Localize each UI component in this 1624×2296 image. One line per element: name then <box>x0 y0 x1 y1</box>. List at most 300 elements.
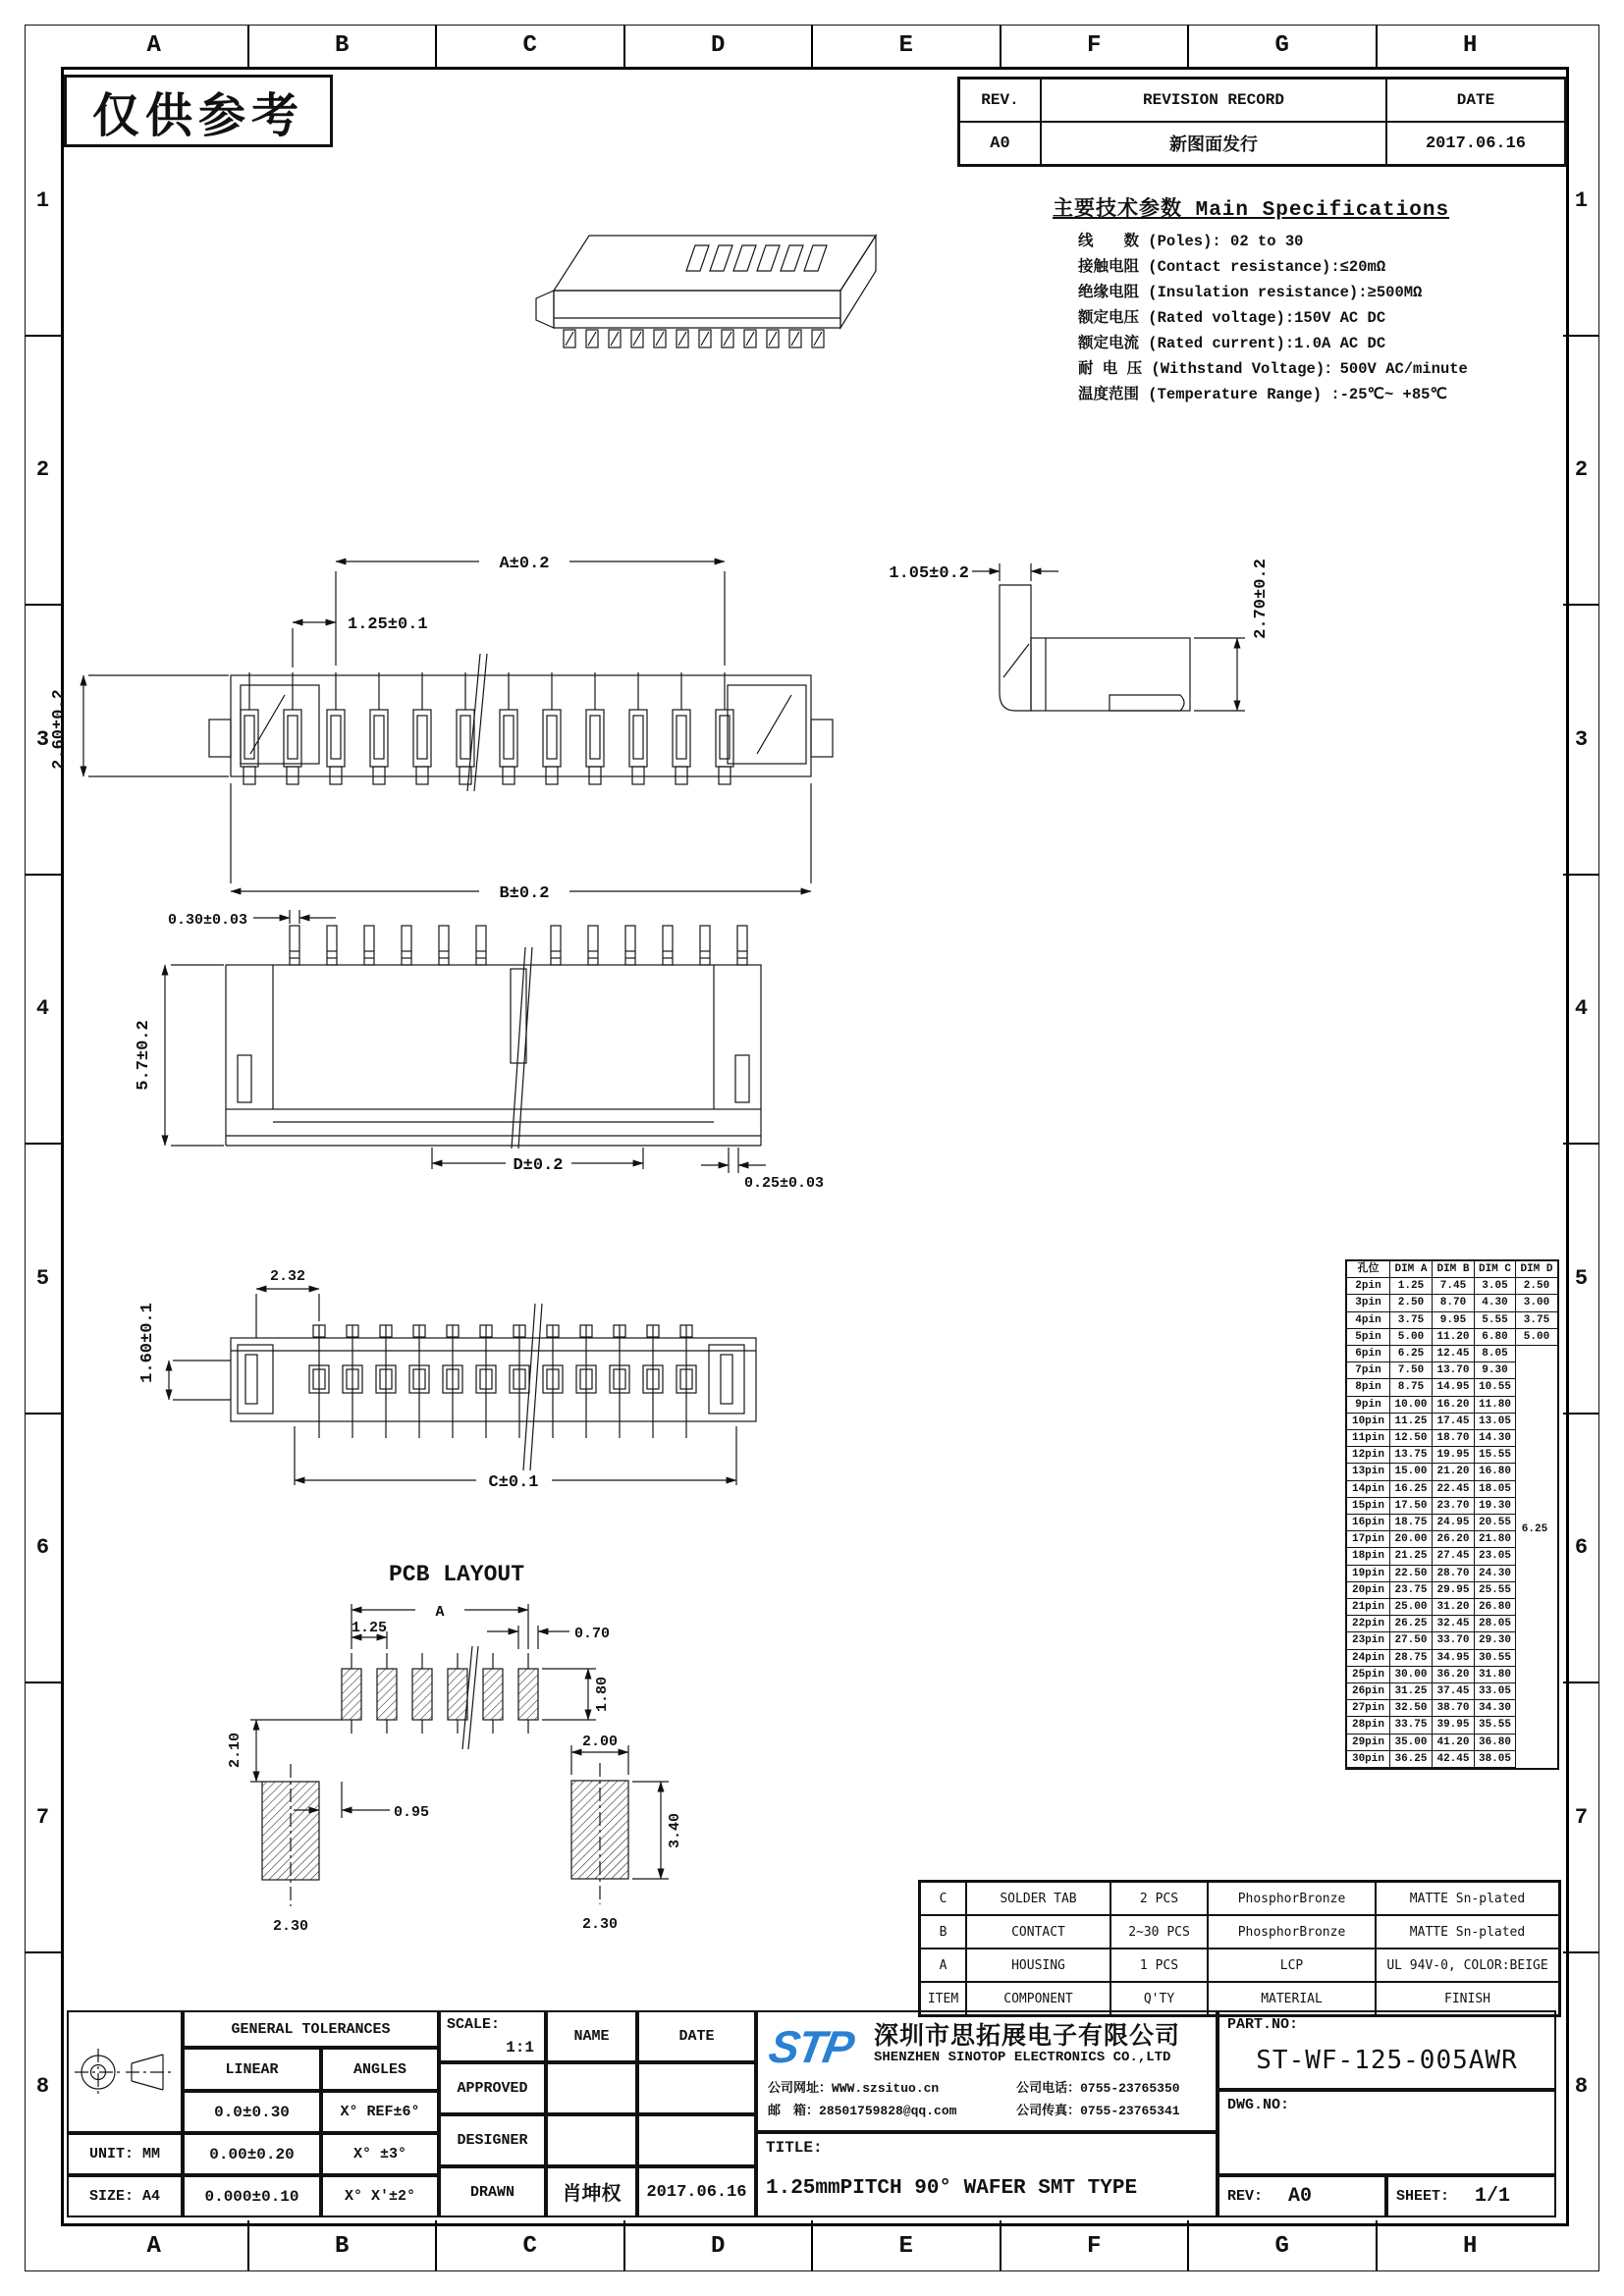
dim-b-cell: 33.70 <box>1433 1632 1475 1649</box>
company-block <box>756 2010 1218 2132</box>
dim-height-label: 2.70±0.2 <box>1252 559 1271 639</box>
pin-count-cell: 21pin <box>1347 1599 1390 1616</box>
designer-label: DESIGNER <box>439 2114 546 2166</box>
pin-count-cell: 20pin <box>1347 1582 1390 1599</box>
dim-d-cell <box>1516 1397 1557 1414</box>
projection-symbol-cell <box>67 2010 183 2133</box>
dim-b-cell: 38.70 <box>1433 1700 1475 1717</box>
dim-d-cell <box>1516 1751 1557 1768</box>
dim-b-cell: 39.95 <box>1433 1717 1475 1734</box>
pin-count-cell: 24pin <box>1347 1650 1390 1667</box>
grid-letter: C <box>435 2220 623 2271</box>
grid-letter: G <box>1187 2220 1376 2271</box>
component-table <box>918 1880 1561 2017</box>
dim-b-cell: 7.45 <box>1433 1278 1475 1295</box>
front-pins <box>241 672 733 784</box>
dim-a-cell: 26.25 <box>1390 1616 1433 1632</box>
dim-table-row <box>1347 1329 1557 1346</box>
dim-c-cell: 13.05 <box>1475 1414 1516 1430</box>
dim-d-cell <box>1516 1616 1557 1632</box>
fax-label: 公司传真： <box>1016 2104 1081 2118</box>
grid-letter: E <box>811 25 1000 67</box>
grid-band-left <box>25 67 61 2220</box>
phone-value: 0755-23765350 <box>1080 2081 1180 2096</box>
drawn-label: DRAWN <box>439 2166 546 2217</box>
grid-number: 7 <box>25 1682 61 1951</box>
dim-c-cell: 35.55 <box>1475 1717 1516 1734</box>
grid-letter: H <box>1376 2220 1564 2271</box>
sheet-block <box>1386 2175 1556 2217</box>
dim-c-cell: 16.80 <box>1475 1464 1516 1480</box>
rev-label: REV: <box>1227 2188 1264 2205</box>
dim-table-row <box>1347 1548 1557 1565</box>
pin-count-cell: 8pin <box>1347 1379 1390 1396</box>
angles-header: ANGLES <box>321 2048 439 2091</box>
pin-count-cell: 12pin <box>1347 1447 1390 1464</box>
qty-cell: 2 PCS <box>1110 1882 1208 1915</box>
dim-b-cell: 16.20 <box>1433 1397 1475 1414</box>
dim-d-cell <box>1516 1362 1557 1379</box>
dim-height-label: 2.60±0.2 <box>50 689 69 770</box>
dim-table-row <box>1347 1414 1557 1430</box>
dim-table-header-row <box>1347 1261 1557 1278</box>
linear-tolerance-2: 0.00±0.20 <box>183 2133 321 2175</box>
general-tolerances-header: GENERAL TOLERANCES <box>183 2010 439 2048</box>
dim-a-cell: 13.75 <box>1390 1447 1433 1464</box>
drawn-date: 2017.06.16 <box>637 2166 756 2217</box>
company-website <box>768 2077 1016 2096</box>
dim-b-cell: 22.45 <box>1433 1481 1475 1498</box>
dim-table-row <box>1347 1632 1557 1649</box>
dim-d-cell <box>1516 1683 1557 1700</box>
pcb-pads-top <box>342 1653 538 1734</box>
iso-pins <box>564 330 824 347</box>
dim-a-cell: 3.75 <box>1390 1312 1433 1329</box>
dim-d-label: D±0.2 <box>513 1156 564 1175</box>
dim-c-cell: 26.80 <box>1475 1599 1516 1616</box>
dim-a-cell: 35.00 <box>1390 1735 1433 1751</box>
dim-b-cell: 28.70 <box>1433 1566 1475 1582</box>
company-email <box>768 2100 1016 2118</box>
dim-b-cell: 32.45 <box>1433 1616 1475 1632</box>
dim-table-row <box>1347 1616 1557 1632</box>
dim-depth-label: 5.7±0.2 <box>135 1020 153 1091</box>
unit-cell: UNIT: MM <box>67 2133 183 2175</box>
dim-table-row <box>1347 1362 1557 1379</box>
dim-c-cell: 30.55 <box>1475 1650 1516 1667</box>
dim-table-row <box>1347 1735 1557 1751</box>
pin-count-cell: 26pin <box>1347 1683 1390 1700</box>
grid-letter: A <box>146 32 161 59</box>
side-dimensions <box>889 559 1271 711</box>
name-header: NAME <box>546 2010 637 2062</box>
dim-a-cell: 25.00 <box>1390 1599 1433 1616</box>
dim-table-row <box>1347 1599 1557 1616</box>
dim-b-label: B±0.2 <box>499 884 550 903</box>
dim-d-cell <box>1516 1498 1557 1515</box>
pin-count-cell: 11pin <box>1347 1430 1390 1447</box>
dim-a-cell: 12.50 <box>1390 1430 1433 1447</box>
dim-c-cell: 33.05 <box>1475 1683 1516 1700</box>
dim-c-cell: 5.55 <box>1475 1312 1516 1329</box>
grid-number: 1 <box>1574 187 1589 213</box>
main-specifications <box>1053 192 1563 407</box>
finish-cell: UL 94V-0, COLOR:BEIGE <box>1376 1949 1559 1982</box>
pin-count-cell: 19pin <box>1347 1566 1390 1582</box>
dim-table-row <box>1347 1667 1557 1683</box>
dim-table-row <box>1347 1481 1557 1498</box>
bottom-view <box>128 1245 815 1539</box>
grid-letter: D <box>623 2220 812 2271</box>
dim-d-merged-value: 6.25 <box>1521 1523 1548 1535</box>
dim-pitch-label: 1.25 <box>351 1620 388 1636</box>
dim-offset-label: 0.95 <box>394 1804 430 1821</box>
pin-count-cell: 10pin <box>1347 1414 1390 1430</box>
dim-c-cell: 3.05 <box>1475 1278 1516 1295</box>
approved-date-cell <box>637 2062 756 2114</box>
pin-count-cell: 3pin <box>1347 1295 1390 1311</box>
website-value: WWW.szsituo.cn <box>832 2081 940 2096</box>
pin-count-cell: 7pin <box>1347 1362 1390 1379</box>
isometric-view <box>530 208 903 370</box>
dim-tab-width-label: 2.00 <box>581 1734 619 1750</box>
grid-letter: F <box>1000 25 1188 67</box>
dim-d-cell: 3.75 <box>1516 1312 1557 1329</box>
website-label: 公司网址： <box>768 2081 833 2096</box>
dim-a-label: A <box>435 1604 445 1621</box>
dim-c-cell: 21.80 <box>1475 1531 1516 1548</box>
spec-line: 耐 电 压 (Withstand Voltage)：500V AC/minute <box>1078 360 1468 378</box>
revision-record-header: REVISION RECORD <box>1041 79 1386 122</box>
dim-a-cell: 21.25 <box>1390 1548 1433 1565</box>
dim-a-cell: 10.00 <box>1390 1397 1433 1414</box>
qty-cell: 2~30 PCS <box>1110 1915 1208 1949</box>
grid-letter: C <box>435 25 623 67</box>
plan-body <box>226 965 761 1146</box>
dim-d-cell <box>1516 1481 1557 1498</box>
linear-tolerance-1: 0.0±0.30 <box>183 2091 321 2133</box>
material-cell: LCP <box>1208 1949 1376 1982</box>
designer-date-cell <box>637 2114 756 2166</box>
dim-b-cell: 26.20 <box>1433 1531 1475 1548</box>
dim-table-header: DIM D <box>1516 1261 1557 1278</box>
pin-count-cell: 14pin <box>1347 1481 1390 1498</box>
plan-pins <box>290 926 747 965</box>
dim-c-cell: 8.05 <box>1475 1346 1516 1362</box>
item-cell: ITEM <box>920 1982 966 2015</box>
side-view <box>874 528 1296 798</box>
dim-b-cell: 18.70 <box>1433 1430 1475 1447</box>
dim-a-cell: 6.25 <box>1390 1346 1433 1362</box>
approved-name-cell <box>546 2062 637 2114</box>
dim-a-cell: 7.50 <box>1390 1362 1433 1379</box>
dim-table-row <box>1347 1278 1557 1295</box>
dim-pad-width-label: 0.70 <box>574 1626 611 1642</box>
size-cell: SIZE: A4 <box>67 2175 183 2217</box>
dim-b-cell: 21.20 <box>1433 1464 1475 1480</box>
pin-count-cell: 13pin <box>1347 1464 1390 1480</box>
finish-cell: FINISH <box>1376 1982 1559 2015</box>
company-name-cn: 深圳市思拓展电子有限公司 <box>874 2021 1181 2050</box>
side-body <box>1000 585 1190 711</box>
qty-cell: 1 PCS <box>1110 1949 1208 1982</box>
company-contacts <box>768 2077 1212 2118</box>
dim-pad-height-label: 1.80 <box>594 1676 611 1713</box>
pin-count-cell: 18pin <box>1347 1548 1390 1565</box>
dim-a-cell: 31.25 <box>1390 1683 1433 1700</box>
spec-line: 温度范围 (Temperature Range) :-25℃~ +85℃ <box>1078 386 1447 403</box>
grid-number: 8 <box>1563 1951 1599 2221</box>
email-label: 邮 箱： <box>768 2104 820 2118</box>
dim-edge-left-label: 2.30 <box>272 1918 309 1935</box>
reference-only-watermark: 仅供参考 <box>64 75 333 147</box>
dim-table-row <box>1347 1430 1557 1447</box>
plan-view <box>128 908 874 1202</box>
component-cell: SOLDER TAB <box>966 1882 1110 1915</box>
dim-tab-height-label: 3.40 <box>667 1812 683 1849</box>
dim-table-header: DIM C <box>1475 1261 1516 1278</box>
grid-number: 8 <box>25 1951 61 2221</box>
dim-d-cell <box>1516 1650 1557 1667</box>
dim-a-cell: 30.00 <box>1390 1667 1433 1683</box>
dim-c-cell: 9.30 <box>1475 1362 1516 1379</box>
dim-table-row <box>1347 1683 1557 1700</box>
dim-c-cell: 38.05 <box>1475 1751 1516 1768</box>
dim-d-cell <box>1516 1700 1557 1717</box>
qty-cell: Q'TY <box>1110 1982 1208 2015</box>
dim-height-label: 1.60±0.1 <box>138 1303 157 1383</box>
scale-cell <box>439 2010 546 2062</box>
dim-b-cell: 14.95 <box>1433 1379 1475 1396</box>
grid-letter: G <box>1187 25 1376 67</box>
spec-line: 绝缘电阻 (Insulation resistance):≥500MΩ <box>1078 284 1423 301</box>
material-cell: PhosphorBronze <box>1208 1882 1376 1915</box>
dim-c-cell: 25.55 <box>1475 1582 1516 1599</box>
dim-c-cell: 28.05 <box>1475 1616 1516 1632</box>
pin-count-cell: 25pin <box>1347 1667 1390 1683</box>
dim-b-cell: 27.45 <box>1433 1548 1475 1565</box>
dim-c-cell: 10.55 <box>1475 1379 1516 1396</box>
dim-b-cell: 8.70 <box>1433 1295 1475 1311</box>
dim-d-cell <box>1516 1717 1557 1734</box>
dim-c-cell: 36.80 <box>1475 1735 1516 1751</box>
dim-table-row <box>1347 1346 1557 1362</box>
dim-b-cell: 41.20 <box>1433 1735 1475 1751</box>
pin-count-cell: 2pin <box>1347 1278 1390 1295</box>
date-header: DATE <box>1386 79 1565 122</box>
date-header: DATE <box>637 2010 756 2062</box>
dim-b-cell: 11.20 <box>1433 1329 1475 1346</box>
pin-count-cell: 5pin <box>1347 1329 1390 1346</box>
pin-count-cell: 28pin <box>1347 1717 1390 1734</box>
dim-d-cell <box>1516 1346 1557 1362</box>
grid-number: 4 <box>25 874 61 1144</box>
grid-number: 7 <box>1563 1682 1599 1951</box>
grid-number: 4 <box>1563 874 1599 1144</box>
dim-a-cell: 18.75 <box>1390 1515 1433 1531</box>
dim-d-cell: 2.50 <box>1516 1278 1557 1295</box>
dim-table-row <box>1347 1700 1557 1717</box>
dwg-no-block <box>1218 2090 1556 2175</box>
front-body <box>209 675 833 776</box>
pcb-pads-tab <box>262 1763 628 1906</box>
dim-table-row <box>1347 1397 1557 1414</box>
dim-table-row <box>1347 1717 1557 1734</box>
dim-tab-label: 0.25±0.03 <box>744 1175 825 1192</box>
iso-top-slots <box>686 245 827 271</box>
fax-value: 0755-23765341 <box>1080 2104 1180 2118</box>
rev-header: REV. <box>959 79 1041 122</box>
dim-a-cell: 27.50 <box>1390 1632 1433 1649</box>
dim-a-cell: 1.25 <box>1390 1278 1433 1295</box>
dim-a-cell: 36.25 <box>1390 1751 1433 1768</box>
dim-d-cell <box>1516 1735 1557 1751</box>
part-no-value: ST-WF-125-005AWR <box>1256 2046 1518 2075</box>
designer-name-cell <box>546 2114 637 2166</box>
drawing-title: 1.25mmPITCH 90° WAFER SMT TYPE <box>766 2177 1138 2200</box>
pin-count-cell: 27pin <box>1347 1700 1390 1717</box>
dim-a-cell: 2.50 <box>1390 1295 1433 1311</box>
third-angle-projection-icon <box>71 2043 179 2102</box>
pin-count-cell: 6pin <box>1347 1346 1390 1362</box>
dim-d-cell <box>1516 1582 1557 1599</box>
dim-d-cell <box>1516 1447 1557 1464</box>
dim-d-cell <box>1516 1430 1557 1447</box>
pin-count-cell: 4pin <box>1347 1312 1390 1329</box>
grid-letter: B <box>247 25 436 67</box>
company-fax <box>1016 2100 1212 2118</box>
grid-number: 5 <box>25 1143 61 1413</box>
dim-d-cell <box>1516 1599 1557 1616</box>
dwg-no-label: DWG.NO: <box>1227 2097 1290 2113</box>
title-label: TITLE: <box>766 2139 823 2157</box>
dim-row-gap-label: 2.10 <box>227 1732 244 1769</box>
linear-tolerance-3: 0.000±0.10 <box>183 2175 321 2217</box>
dim-b-cell: 31.20 <box>1433 1599 1475 1616</box>
dim-table-header: DIM A <box>1390 1261 1433 1278</box>
scale-value: 1:1 <box>506 2039 534 2056</box>
pin-count-cell: 29pin <box>1347 1735 1390 1751</box>
grid-number: 2 <box>25 335 61 605</box>
company-phone <box>1016 2077 1212 2096</box>
angle-tolerance-1: X° REF±6° <box>321 2091 439 2133</box>
dim-edge-right-label: 2.30 <box>581 1916 619 1933</box>
dim-b-cell: 37.45 <box>1433 1683 1475 1700</box>
approved-label: APPROVED <box>439 2062 546 2114</box>
dim-table-row <box>1347 1295 1557 1311</box>
pin-count-cell: 30pin <box>1347 1751 1390 1768</box>
dim-table-row <box>1347 1751 1557 1768</box>
dim-d-cell <box>1516 1548 1557 1565</box>
dim-c-cell: 18.05 <box>1475 1481 1516 1498</box>
grid-letter: F <box>1000 2220 1188 2271</box>
dim-c-cell: 29.30 <box>1475 1632 1516 1649</box>
dim-b-cell: 17.45 <box>1433 1414 1475 1430</box>
finish-cell: MATTE Sn-plated <box>1376 1915 1559 1949</box>
scale-label: SCALE: <box>447 2016 501 2033</box>
dim-pitch-label: 1.25±0.1 <box>348 615 428 634</box>
dim-a-cell: 20.00 <box>1390 1531 1433 1548</box>
item-cell: B <box>920 1915 966 1949</box>
dim-a-cell: 5.00 <box>1390 1329 1433 1346</box>
part-no-block <box>1218 2010 1556 2090</box>
spec-line: 额定电压 (Rated voltage):150V AC DC <box>1078 309 1386 327</box>
dim-d-cell <box>1516 1566 1557 1582</box>
dim-b-cell: 29.95 <box>1433 1582 1475 1599</box>
dim-b-cell: 23.70 <box>1433 1498 1475 1515</box>
company-logo: STP <box>765 2021 857 2072</box>
pin-dimension-table <box>1345 1259 1559 1770</box>
dim-b-cell: 24.95 <box>1433 1515 1475 1531</box>
dim-offset-label: 2.32 <box>269 1268 306 1285</box>
email-value: 28501759828@qq.com <box>819 2104 957 2118</box>
dim-c-cell: 34.30 <box>1475 1700 1516 1717</box>
dim-table-row <box>1347 1498 1557 1515</box>
dim-table-header: 孔位 <box>1347 1261 1390 1278</box>
plan-dimensions <box>135 910 824 1192</box>
dim-d-cell <box>1516 1414 1557 1430</box>
grid-band-bottom <box>61 2220 1563 2271</box>
break-lines <box>523 1304 542 1470</box>
specifications-title: 主要技术参数 Main Specifications <box>1053 199 1450 222</box>
company-name-en: SHENZHEN SINOTOP ELECTRONICS CO.,LTD <box>874 2050 1171 2065</box>
grid-number: 3 <box>25 604 61 874</box>
revision-table <box>957 77 1567 167</box>
dim-a-cell: 8.75 <box>1390 1379 1433 1396</box>
dim-pin-width-label: 0.30±0.03 <box>167 912 247 929</box>
grid-number: 6 <box>1563 1413 1599 1682</box>
spec-line: 线 数 (Poles): 02 to 30 <box>1078 233 1304 250</box>
grid-band-top <box>61 25 1563 67</box>
dim-table-row <box>1347 1464 1557 1480</box>
dim-d-cell <box>1516 1464 1557 1480</box>
drawn-name: 肖坤权 <box>546 2166 637 2217</box>
dim-b-cell: 12.45 <box>1433 1346 1475 1362</box>
dim-b-cell: 42.45 <box>1433 1751 1475 1768</box>
dim-table-row <box>1347 1582 1557 1599</box>
dim-table-row <box>1347 1312 1557 1329</box>
material-cell: PhosphorBronze <box>1208 1915 1376 1949</box>
rev-block <box>1218 2175 1386 2217</box>
linear-header: LINEAR <box>183 2048 321 2091</box>
grid-number: 5 <box>1563 1143 1599 1413</box>
grid-letter: H <box>1376 25 1564 67</box>
rev-value: A0 <box>959 122 1041 165</box>
dim-table-row <box>1347 1650 1557 1667</box>
specification-lines <box>1078 229 1563 407</box>
dim-d-cell: 5.00 <box>1516 1329 1557 1346</box>
dim-c-cell: 24.30 <box>1475 1566 1516 1582</box>
drawing-title-block <box>756 2132 1218 2217</box>
revision-record-value: 新图面发行 <box>1041 122 1386 165</box>
pin-count-cell: 15pin <box>1347 1498 1390 1515</box>
sheet-label: SHEET: <box>1396 2188 1450 2205</box>
dim-table-row <box>1347 1447 1557 1464</box>
angle-tolerance-3: X° X'±2° <box>321 2175 439 2217</box>
dim-c-cell: 4.30 <box>1475 1295 1516 1311</box>
pin-count-cell: 9pin <box>1347 1397 1390 1414</box>
pcb-layout-title: PCB LAYOUT <box>388 1562 525 1587</box>
dim-a-cell: 17.50 <box>1390 1498 1433 1515</box>
dim-width-label: 1.05±0.2 <box>889 564 969 583</box>
dim-table-row <box>1347 1566 1557 1582</box>
dim-b-cell: 36.20 <box>1433 1667 1475 1683</box>
dim-c-cell: 20.55 <box>1475 1515 1516 1531</box>
angle-tolerance-2: X° ±3° <box>321 2133 439 2175</box>
sheet-value: 1/1 <box>1475 2185 1511 2208</box>
dim-c-cell: 19.30 <box>1475 1498 1516 1515</box>
grid-number: 3 <box>1563 604 1599 874</box>
